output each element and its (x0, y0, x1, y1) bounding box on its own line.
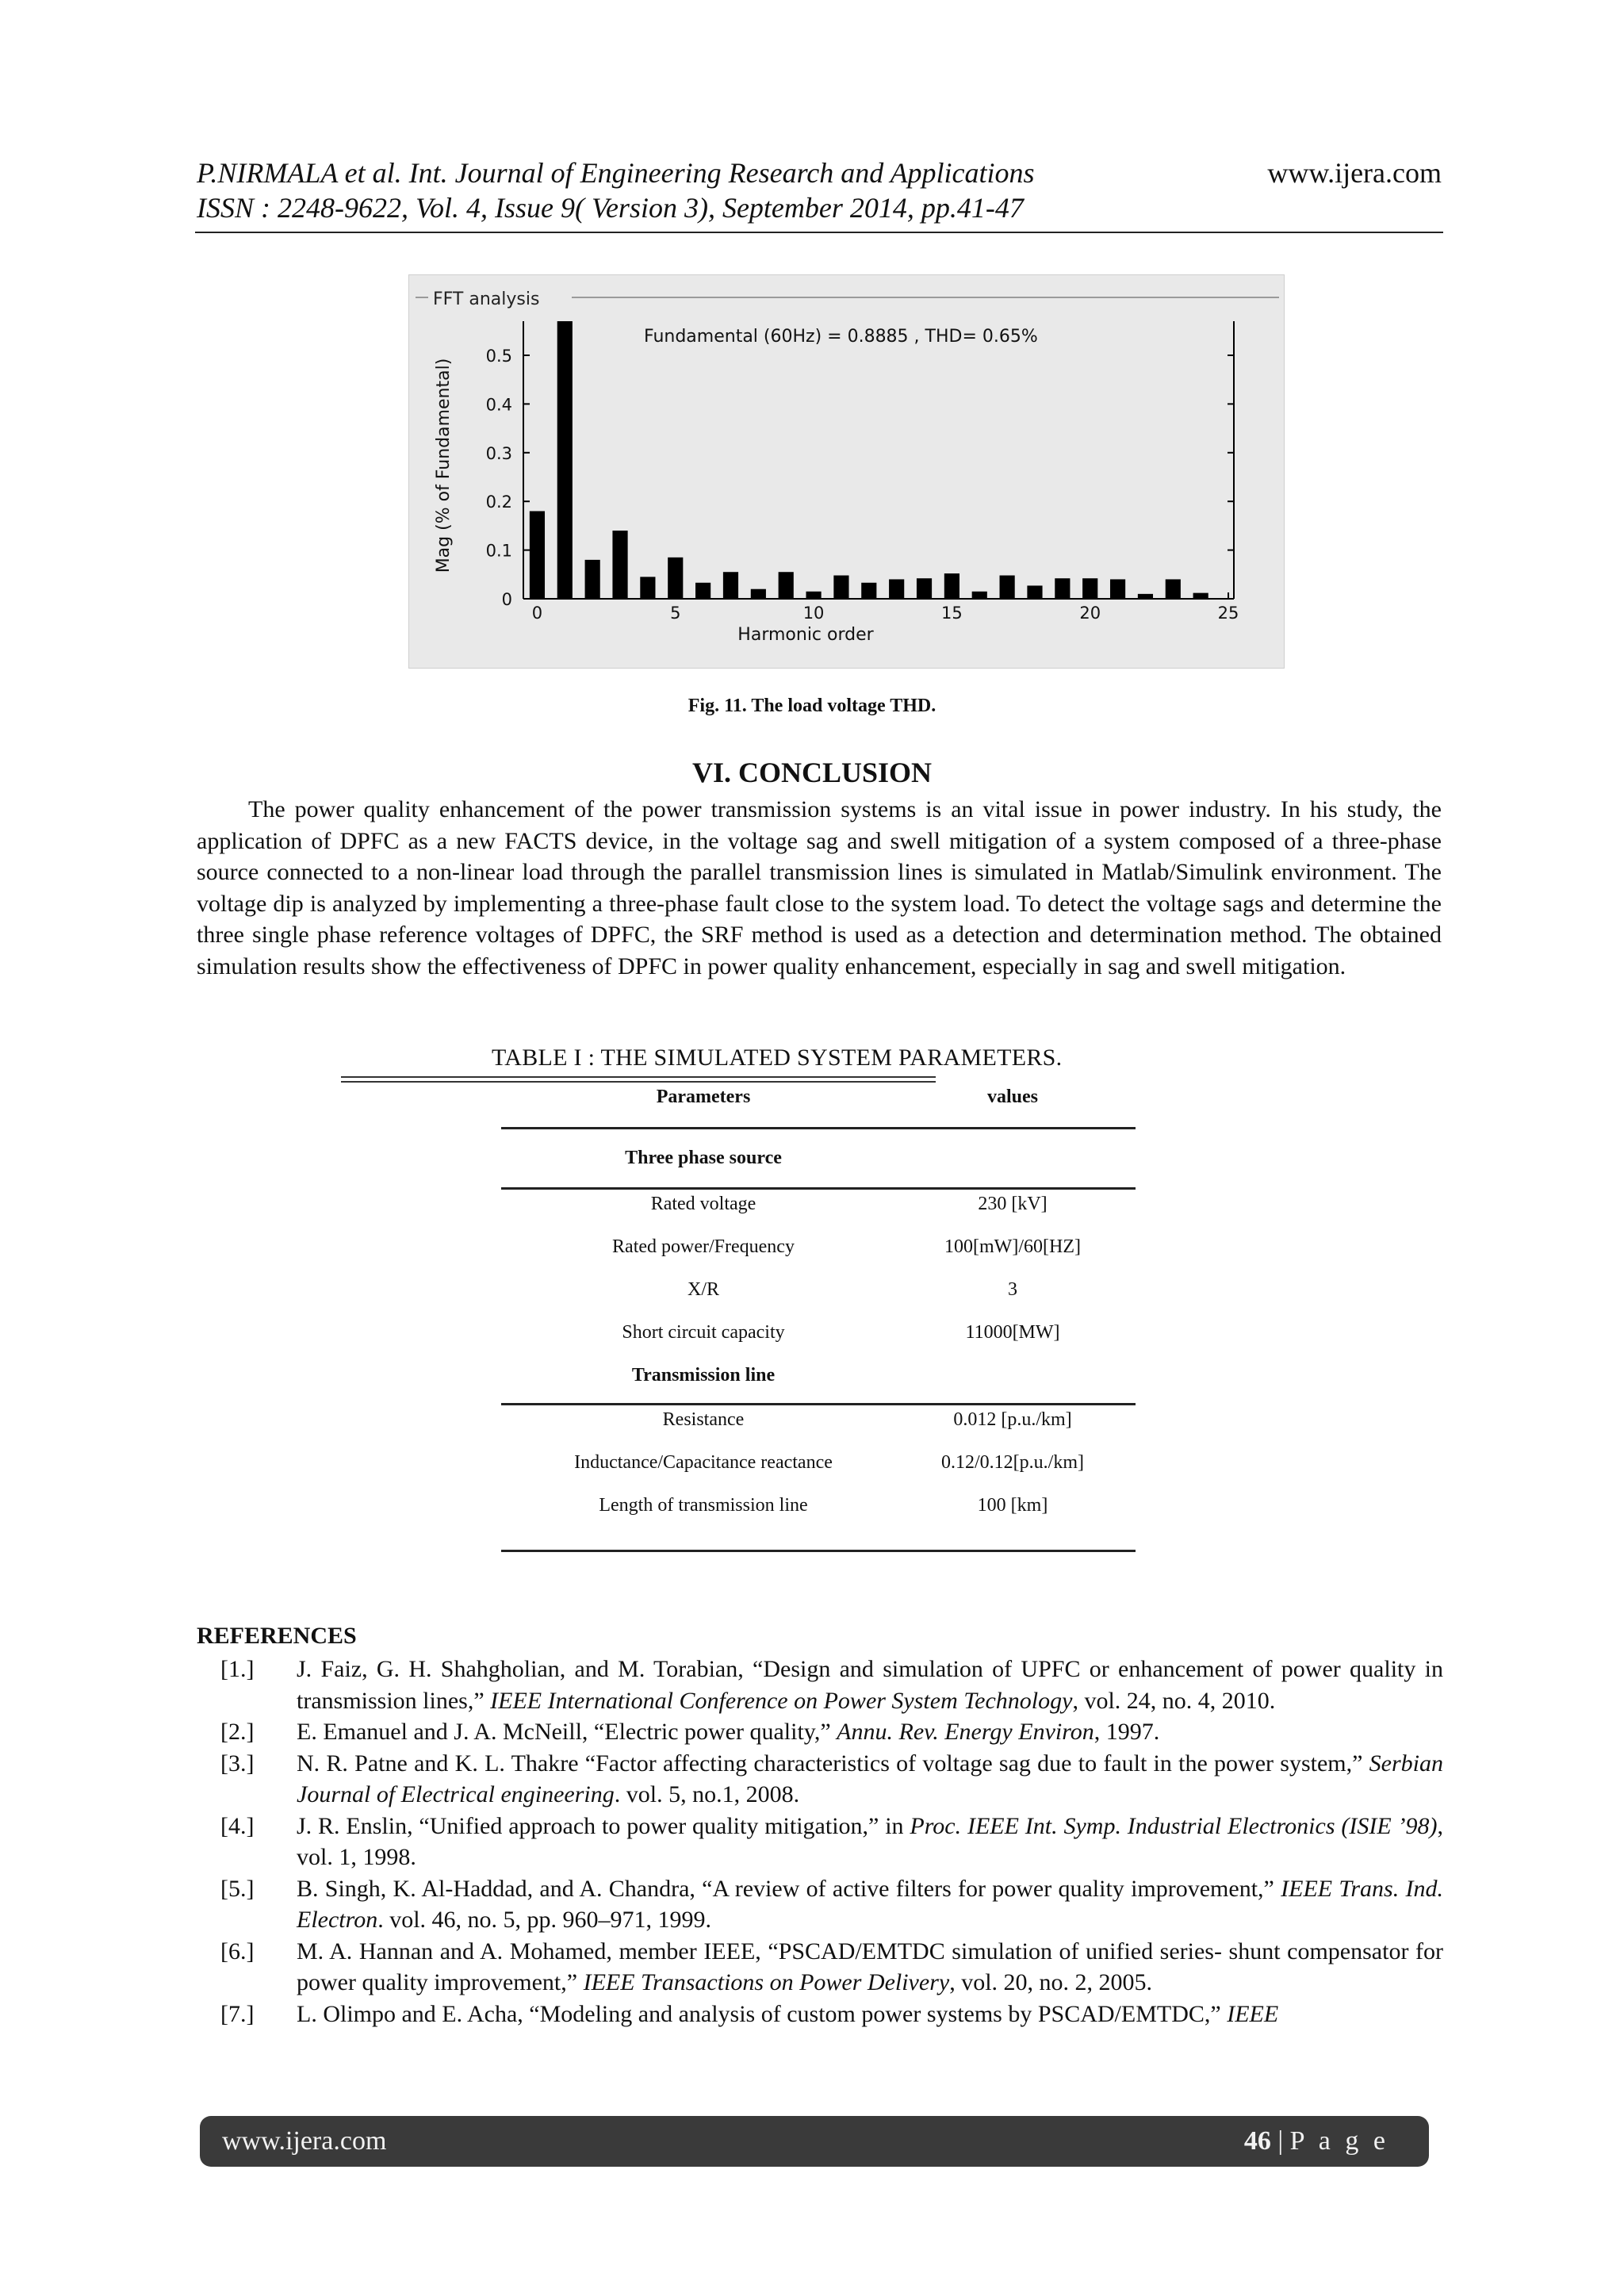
reference-number: [4.] (220, 1812, 255, 1839)
reference-item (197, 1999, 1443, 2030)
table-group-row (501, 1148, 1136, 1190)
x-axis-label: Harmonic order (737, 625, 874, 645)
table-cell-value: 100[mW]/60[HZ] (944, 1236, 1081, 1257)
reference-venue: IEEE Transactions on Power Delivery (583, 1969, 950, 1995)
reference-item (197, 1811, 1443, 1873)
reference-number: [1.] (220, 1656, 255, 1682)
harmonic-bar (530, 511, 545, 599)
reference-tail: , vol. 24, no. 4, 2010. (1072, 1687, 1276, 1714)
table-title-rule-top (341, 1076, 936, 1078)
harmonic-bar (640, 577, 655, 599)
table-row (501, 1194, 1136, 1236)
y-axis-label: Mag (% of Fundamental) (434, 358, 454, 573)
table-cell-param: Short circuit capacity (622, 1322, 785, 1343)
table-cell-value: 0.012 [p.u./km] (953, 1409, 1072, 1430)
page-number: 46 (1243, 2126, 1271, 2156)
harmonic-bar (889, 579, 904, 599)
harmonic-bar (723, 572, 738, 599)
harmonic-bar (779, 572, 794, 599)
table-group-label: Transmission line (631, 1365, 776, 1386)
reference-tail: , 1997. (1094, 1719, 1160, 1745)
table-cell-param: Resistance (662, 1409, 745, 1430)
harmonic-bar (972, 592, 987, 599)
header-rule (195, 232, 1443, 233)
table-row (501, 1452, 1136, 1495)
table-rule-group2 (501, 1403, 1136, 1405)
x-tick-label: 25 (1217, 604, 1239, 623)
table-row (501, 1236, 1136, 1279)
table-row (501, 1495, 1136, 1538)
reference-text: J. Faiz, G. H. Shahgholian, and M. Torabian, “Design and simulation of UPFC or enhancement of power quality in transmission lines,” (297, 1656, 1443, 1714)
reference-venue: IEEE International Conference on Power System Technology (490, 1687, 1073, 1714)
harmonic-bar (668, 558, 683, 599)
reference-item (197, 1748, 1443, 1811)
header-url[interactable]: www.ijera.com (1267, 157, 1442, 189)
harmonic-bar (833, 576, 848, 599)
table-cell-value: 100 [km] (977, 1495, 1048, 1516)
reference-text: N. R. Patne and K. L. Thakre “Factor affecting characteristics of voltage sag due to fault in the power system,” (297, 1750, 1369, 1777)
fft-chart (409, 275, 1285, 669)
footer-page-indicator (1244, 2126, 1389, 2156)
harmonic-bar (1138, 594, 1153, 599)
reference-item (197, 1716, 1443, 1748)
harmonic-bar (585, 560, 600, 599)
footer-url[interactable]: www.ijera.com (222, 2126, 387, 2156)
table-rule-group1 (501, 1187, 1136, 1190)
reference-text: B. Singh, K. Al-Haddad, and A. Chandra, “A review of active filters for power quality improvement,” (297, 1875, 1281, 1902)
reference-tail: , vol. 1, 1998. (297, 1812, 1443, 1870)
table-cell-param: Rated voltage (650, 1194, 756, 1214)
fft-panel-title: FFT analysis (433, 289, 540, 309)
table-cell-param: Inductance/Capacitance reactance (574, 1452, 833, 1473)
page-separator: | (1270, 2126, 1290, 2156)
section-title: VI. CONCLUSION (691, 757, 933, 788)
table-cell-value: 230 [kV] (978, 1194, 1048, 1214)
reference-number: [7.] (220, 2000, 255, 2027)
table-cell-param: X/R (687, 1279, 719, 1300)
reference-venue: Proc. IEEE Int. Symp. Industrial Electronics (ISIE ’98) (910, 1812, 1438, 1839)
references-list (197, 1654, 1443, 2030)
journal-citation: P.NIRMALA et al. Int. Journal of Engineering Research and Applications (197, 157, 1035, 189)
reference-number: [5.] (220, 1875, 255, 1902)
table-header-row (501, 1087, 1136, 1129)
table-rule-bottom (501, 1550, 1136, 1552)
page-word: P a g e (1289, 2126, 1389, 2156)
harmonic-bar (861, 583, 876, 599)
reference-text: E. Emanuel and J. A. McNeill, “Electric power quality,” (297, 1719, 837, 1745)
running-header-line1 (197, 155, 1442, 190)
y-tick-label: 0.4 (485, 395, 512, 415)
y-tick-label: 0.1 (485, 541, 512, 561)
figure-caption: Fig. 11. The load voltage THD. (688, 696, 936, 716)
chart-title: Fundamental (60Hz) = 0.8885 , THD= 0.65% (644, 327, 1038, 347)
x-tick-label: 10 (802, 604, 825, 623)
references-heading: REFERENCES (197, 1623, 357, 1649)
reference-text: L. Olimpo and E. Acha, “Modeling and analysis of custom power systems by PSCAD/EMTDC,” (297, 2000, 1228, 2027)
table-rule-header (501, 1127, 1136, 1129)
table-cell-value: 11000[MW] (965, 1322, 1060, 1343)
table-title-rule-bottom (341, 1081, 936, 1083)
harmonic-bar (1110, 579, 1125, 599)
running-header-line2: ISSN : 2248-9622, Vol. 4, Issue 9( Version 3), September 2014, pp.41-47 (197, 192, 1024, 224)
y-tick-label: 0 (501, 590, 512, 609)
harmonic-bar (944, 573, 959, 599)
table-header-values: values (986, 1087, 1038, 1107)
harmonic-bar (612, 531, 627, 599)
x-tick-label: 0 (531, 604, 543, 623)
reference-text: J. R. Enslin, “Unified approach to power quality mitigation,” in (297, 1812, 910, 1839)
reference-number: [6.] (220, 1938, 255, 1964)
y-tick-label: 0.3 (485, 443, 512, 463)
harmonic-bar (1166, 579, 1181, 599)
reference-venue: IEEE (1227, 2000, 1279, 2027)
x-tick-label: 20 (1079, 604, 1101, 623)
x-tick-label: 5 (670, 604, 681, 623)
reference-tail: . vol. 46, no. 5, pp. 960–971, 1999. (377, 1907, 712, 1933)
x-tick-label: 15 (941, 604, 963, 623)
reference-number: [3.] (220, 1750, 255, 1777)
harmonic-bar (1000, 576, 1015, 599)
reference-item (197, 1936, 1443, 1999)
harmonic-bar (1193, 593, 1208, 599)
reference-venue: Serbian Journal of Electrical engineering (297, 1750, 1443, 1807)
reference-text: M. A. Hannan and A. Mohamed, member IEEE, “PSCAD/EMTDC simulation of unified series- shunt compensator for power quality improvement,” (297, 1938, 1443, 1995)
harmonic-bar (695, 583, 710, 599)
reference-item (197, 1654, 1443, 1716)
table-cell-value: 3 (1008, 1279, 1017, 1300)
harmonic-bar (1027, 585, 1042, 599)
table-header-parameters: Parameters (656, 1087, 751, 1107)
reference-tail: . vol. 5, no.1, 2008. (614, 1781, 800, 1807)
y-tick-label: 0.5 (485, 346, 512, 366)
fft-figure (408, 274, 1285, 669)
table-title: TABLE I : THE SIMULATED SYSTEM PARAMETERS. (492, 1045, 1063, 1071)
table-cell-param: Rated power/Frequency (612, 1236, 795, 1257)
harmonic-bar (1082, 578, 1097, 599)
reference-venue: IEEE Trans. Ind. Electron (297, 1875, 1443, 1933)
y-tick-label: 0.2 (485, 493, 512, 512)
reference-number: [2.] (220, 1719, 255, 1745)
page-footer (200, 2116, 1429, 2167)
table-row (501, 1322, 1136, 1365)
reference-item (197, 1873, 1443, 1936)
conclusion-paragraph: The power quality enhancement of the power transmission systems is an vital issue in power industry. In his study, the application of DPFC as a new FACTS device, in the voltage sag and swell mitigation of a system composed of a three-phase source connected to a non-linear load through the parallel transmission lines is simulated in Matlab/Simulink environment. The voltage dip is analyzed by implementing a three-phase fault close to the system load. To detect the voltage sags and determine the three single phase reference voltages of DPFC, the SRF method is used as a detection and determination method. The obtained simulation results show the effectiveness of DPFC in power quality enhancement, especially in sag and swell mitigation. (197, 796, 1442, 979)
harmonic-bar (806, 592, 821, 599)
table-group-label: Three phase source (625, 1148, 782, 1168)
table-row (501, 1409, 1136, 1452)
harmonic-bar (917, 578, 932, 599)
harmonic-bar (751, 589, 766, 599)
reference-tail: , vol. 20, no. 2, 2005. (949, 1969, 1153, 1995)
table-group-row (501, 1365, 1136, 1408)
table-cell-value: 0.12/0.12[p.u./km] (941, 1452, 1084, 1473)
reference-venue: Annu. Rev. Energy Environ (837, 1719, 1094, 1745)
table-cell-param: Length of transmission line (599, 1495, 808, 1516)
harmonic-bar (557, 321, 573, 599)
table-row (501, 1279, 1136, 1322)
harmonic-bar (1055, 578, 1070, 599)
